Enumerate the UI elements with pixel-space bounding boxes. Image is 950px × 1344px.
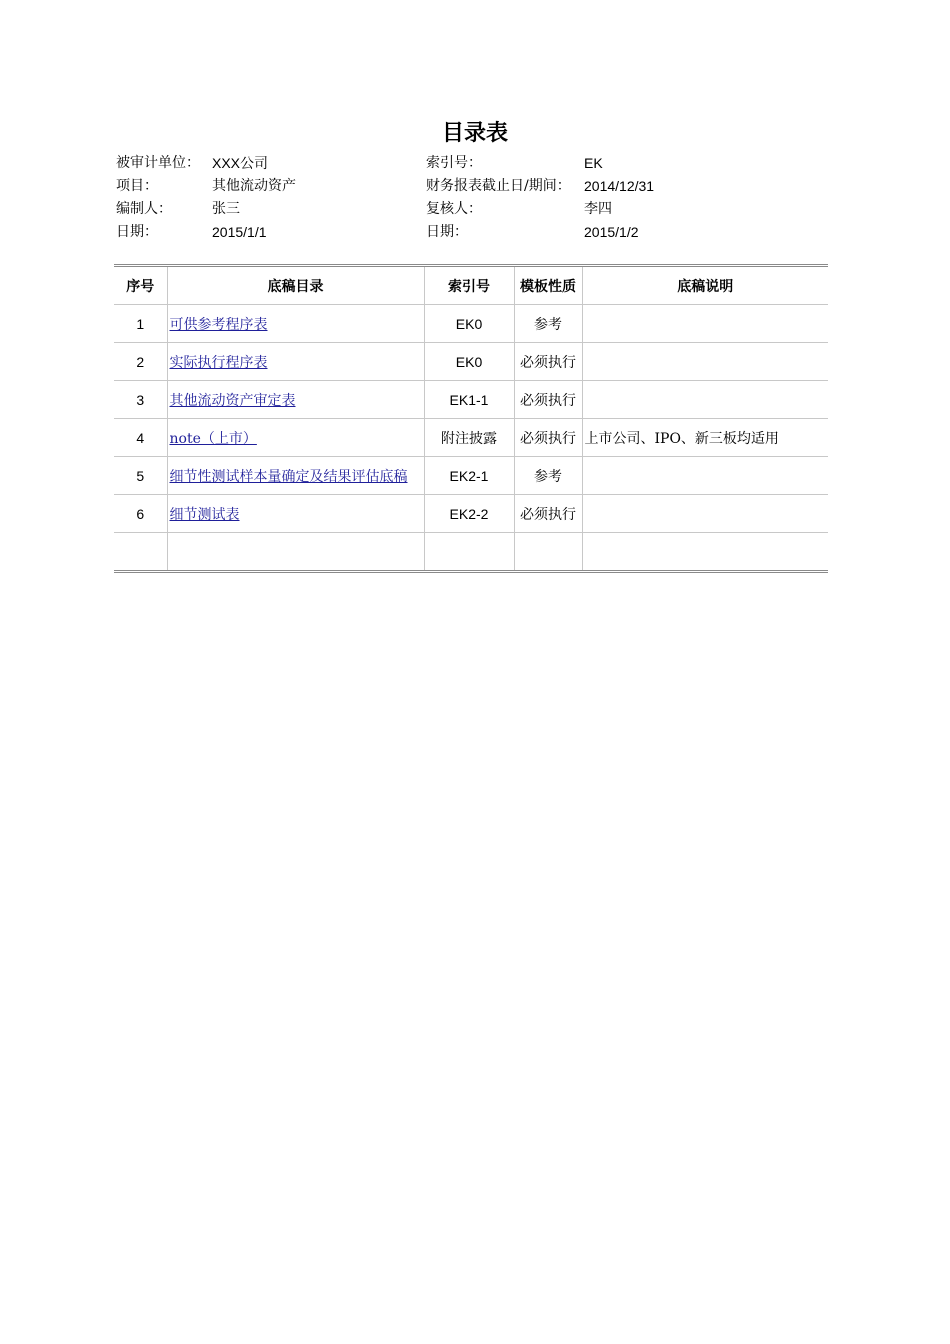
reviewer-value: 李四 — [584, 201, 612, 217]
row-note — [582, 343, 828, 381]
column-header-note: 底稿说明 — [582, 266, 828, 305]
reviewed-date-value: 2015/1/2 — [584, 224, 639, 240]
row-note — [582, 495, 828, 533]
worksheet-link[interactable]: 细节性测试样本量确定及结果评估底稿 — [169, 468, 408, 485]
reviewer-label: 复核人： — [426, 201, 482, 217]
row-no — [114, 533, 167, 572]
table-row — [114, 457, 828, 495]
column-header-name: 底稿目录 — [167, 266, 424, 305]
table-header-row — [114, 266, 828, 305]
reviewed-date-label: 日期： — [426, 224, 468, 240]
prepared-date-value: 2015/1/1 — [212, 224, 267, 240]
row-no: 1 — [114, 305, 167, 343]
table-row — [114, 495, 828, 533]
page-title: 目录表 — [441, 121, 508, 146]
project-label: 项目： — [116, 178, 158, 194]
header-info — [0, 152, 950, 244]
row-nature — [514, 533, 582, 572]
index-no-label: 索引号： — [426, 155, 482, 171]
row-index: EK0 — [424, 343, 514, 381]
project-value: 其他流动资产 — [212, 178, 296, 194]
period-value: 2014/12/31 — [584, 178, 655, 194]
row-index: EK0 — [424, 305, 514, 343]
row-note — [582, 305, 828, 343]
row-nature: 参考 — [514, 457, 582, 495]
row-note — [582, 457, 828, 495]
row-no: 5 — [114, 457, 167, 495]
row-index: EK1-1 — [424, 381, 514, 419]
worksheet-link[interactable]: note（上市） — [169, 430, 257, 447]
audited-unit-value: XXX公司 — [212, 155, 269, 171]
column-header-nature: 模板性质 — [514, 266, 582, 305]
table-row-empty — [114, 533, 828, 572]
worksheet-link[interactable]: 其他流动资产审定表 — [169, 392, 296, 409]
worksheet-link[interactable]: 实际执行程序表 — [169, 354, 268, 371]
row-index: 附注披露 — [424, 419, 514, 457]
worksheet-link[interactable]: 可供参考程序表 — [169, 316, 268, 333]
audited-unit-label: 被审计单位： — [116, 155, 200, 171]
prepared-date-label: 日期： — [116, 224, 158, 240]
worksheet-link[interactable]: 细节测试表 — [169, 506, 240, 523]
preparer-label: 编制人： — [116, 201, 172, 217]
row-nature: 参考 — [514, 305, 582, 343]
row-no: 4 — [114, 419, 167, 457]
row-name — [167, 533, 424, 572]
table-row — [114, 381, 828, 419]
table-row — [114, 343, 828, 381]
row-nature: 必须执行 — [514, 343, 582, 381]
row-nature: 必须执行 — [514, 419, 582, 457]
index-no-value: EK — [584, 155, 603, 171]
row-nature: 必须执行 — [514, 381, 582, 419]
row-index: EK2-1 — [424, 457, 514, 495]
row-no: 2 — [114, 343, 167, 381]
row-nature: 必须执行 — [514, 495, 582, 533]
period-label: 财务报表截止日/期间： — [426, 178, 571, 194]
row-index — [424, 533, 514, 572]
column-header-no: 序号 — [114, 266, 167, 305]
row-index: EK2-2 — [424, 495, 514, 533]
row-note — [582, 533, 828, 572]
row-note: 上市公司、IPO、新三板均适用 — [582, 419, 828, 457]
row-no: 6 — [114, 495, 167, 533]
table-row — [114, 419, 828, 457]
column-header-index: 索引号 — [424, 266, 514, 305]
row-note — [582, 381, 828, 419]
row-no: 3 — [114, 381, 167, 419]
preparer-value: 张三 — [212, 201, 240, 217]
catalog-table — [114, 264, 828, 573]
table-row — [114, 305, 828, 343]
